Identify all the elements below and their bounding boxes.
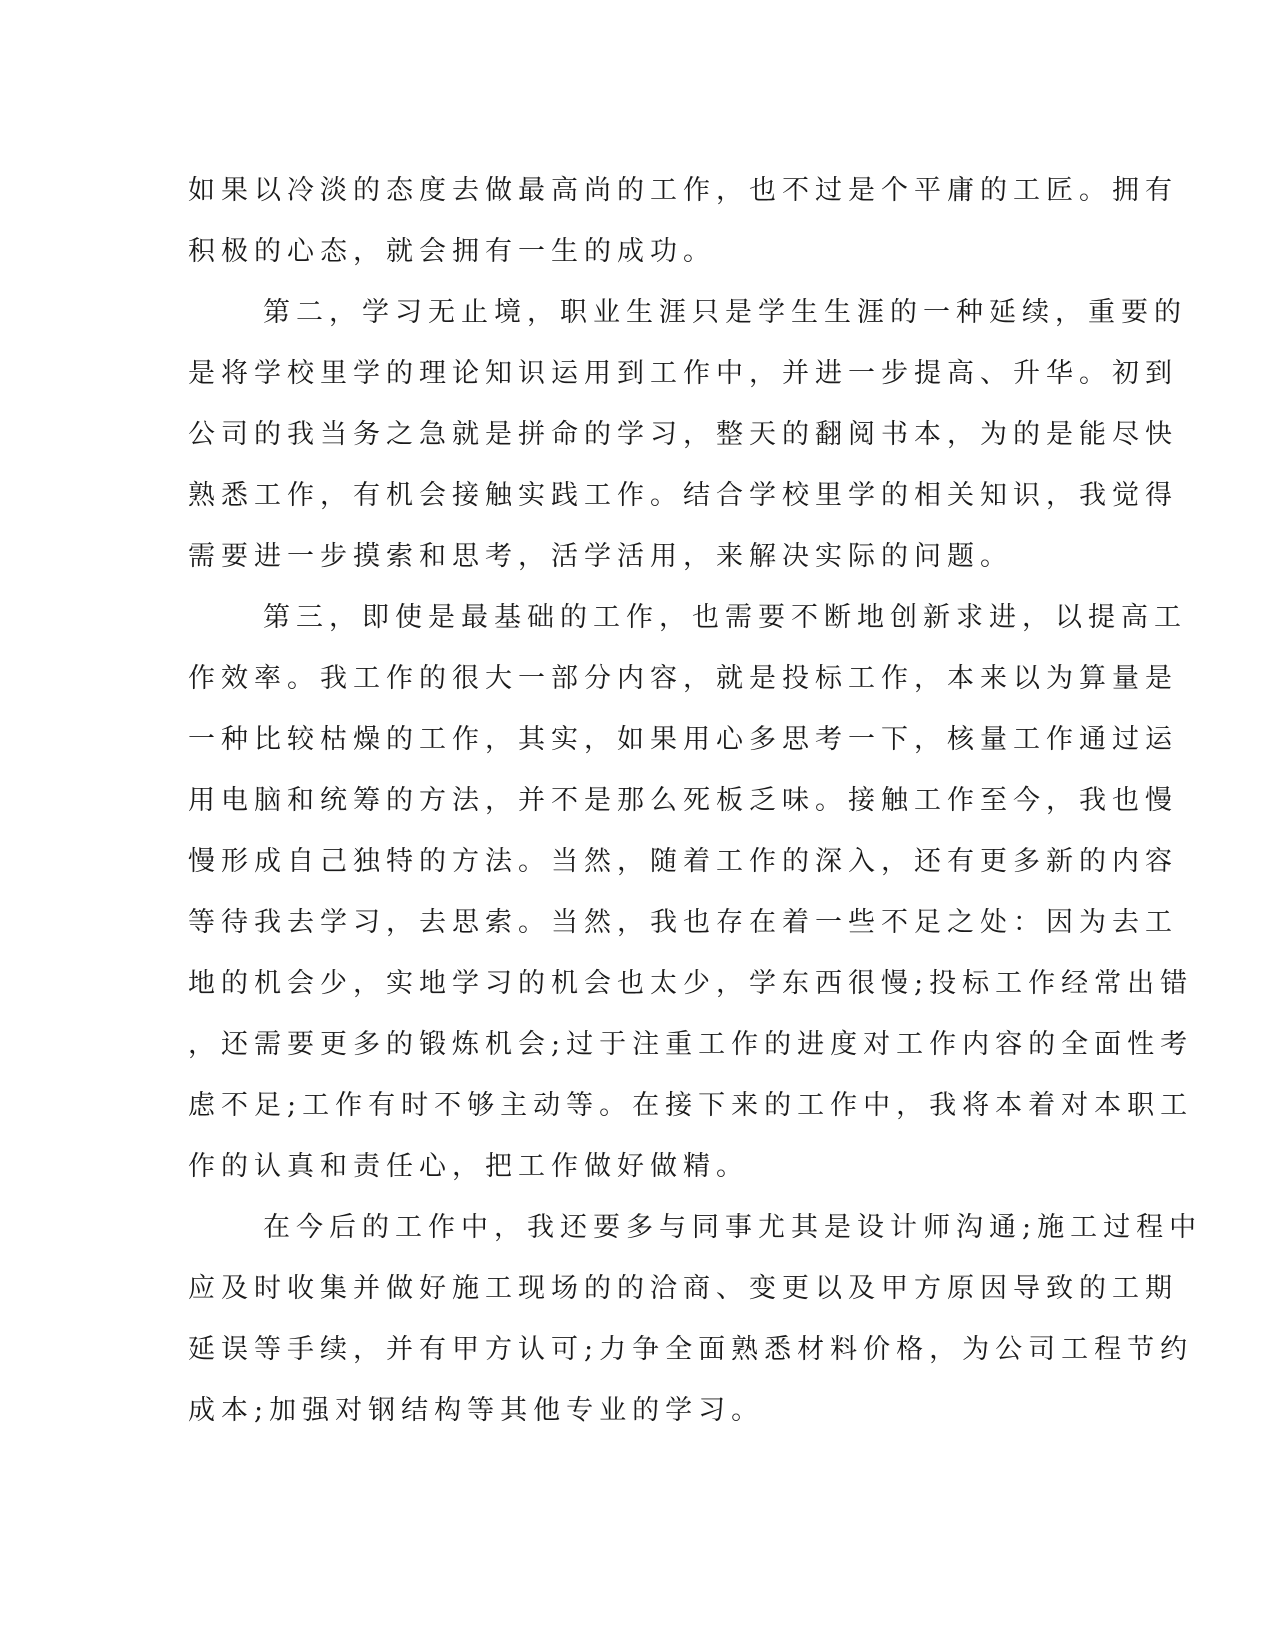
paragraph-line: 积极的心态，就会拥有一生的成功。 (188, 236, 716, 267)
paragraph-line: ，还需要更多的锻炼机会;过于注重工作的进度对工作内容的全面性考 (188, 1029, 1194, 1060)
paragraph-line: 是将学校里学的理论知识运用到工作中，并进一步提高、升华。初到 (188, 358, 1178, 389)
paragraph-4 (188, 1197, 1203, 1441)
paragraph-3 (188, 587, 1194, 1197)
paragraph-2 (188, 282, 1187, 587)
paragraph-line: 虑不足;工作有时不够主动等。在接下来的工作中，我将本着对本职工 (188, 1090, 1194, 1121)
paragraph-line: 一种比较枯燥的工作，其实，如果用心多思考一下，核量工作通过运 (188, 724, 1178, 755)
paragraph-line: 成本;加强对钢结构等其他专业的学习。 (188, 1395, 765, 1426)
paragraph-line: 作的认真和责任心，把工作做好做精。 (188, 1151, 749, 1182)
paragraph-line: 公司的我当务之急就是拼命的学习，整天的翻阅书本，为的是能尽快 (188, 419, 1178, 450)
paragraph-line: 地的机会少，实地学习的机会也太少，学东西很慢;投标工作经常出错 (188, 968, 1194, 999)
paragraph-line: 第二，学习无止境，职业生涯只是学生生涯的一种延续，重要的 (263, 297, 1187, 328)
document-body (188, 160, 1203, 1441)
paragraph-line: 应及时收集并做好施工现场的的洽商、变更以及甲方原因导致的工期 (188, 1273, 1178, 1304)
paragraph-line: 需要进一步摸索和思考，活学活用，来解决实际的问题。 (188, 541, 1013, 572)
paragraph-line: 如果以冷淡的态度去做最高尚的工作，也不过是个平庸的工匠。拥有 (188, 175, 1178, 206)
paragraph-line: 在今后的工作中，我还要多与同事尤其是设计师沟通;施工过程中 (263, 1212, 1203, 1243)
paragraph-line: 延误等手续，并有甲方认可;力争全面熟悉材料价格，为公司工程节约 (188, 1334, 1194, 1365)
paragraph-line: 第三，即使是最基础的工作，也需要不断地创新求进，以提高工 (263, 602, 1187, 633)
paragraph-line: 慢形成自己独特的方法。当然，随着工作的深入，还有更多新的内容 (188, 846, 1178, 877)
paragraph-line: 等待我去学习，去思索。当然，我也存在着一些不足之处：因为去工 (188, 907, 1178, 938)
paragraph-line: 用电脑和统筹的方法，并不是那么死板乏味。接触工作至今，我也慢 (188, 785, 1178, 816)
paragraph-1 (188, 160, 1178, 282)
paragraph-line: 熟悉工作，有机会接触实践工作。结合学校里学的相关知识，我觉得 (188, 480, 1178, 511)
paragraph-line: 作效率。我工作的很大一部分内容，就是投标工作，本来以为算量是 (188, 663, 1178, 694)
